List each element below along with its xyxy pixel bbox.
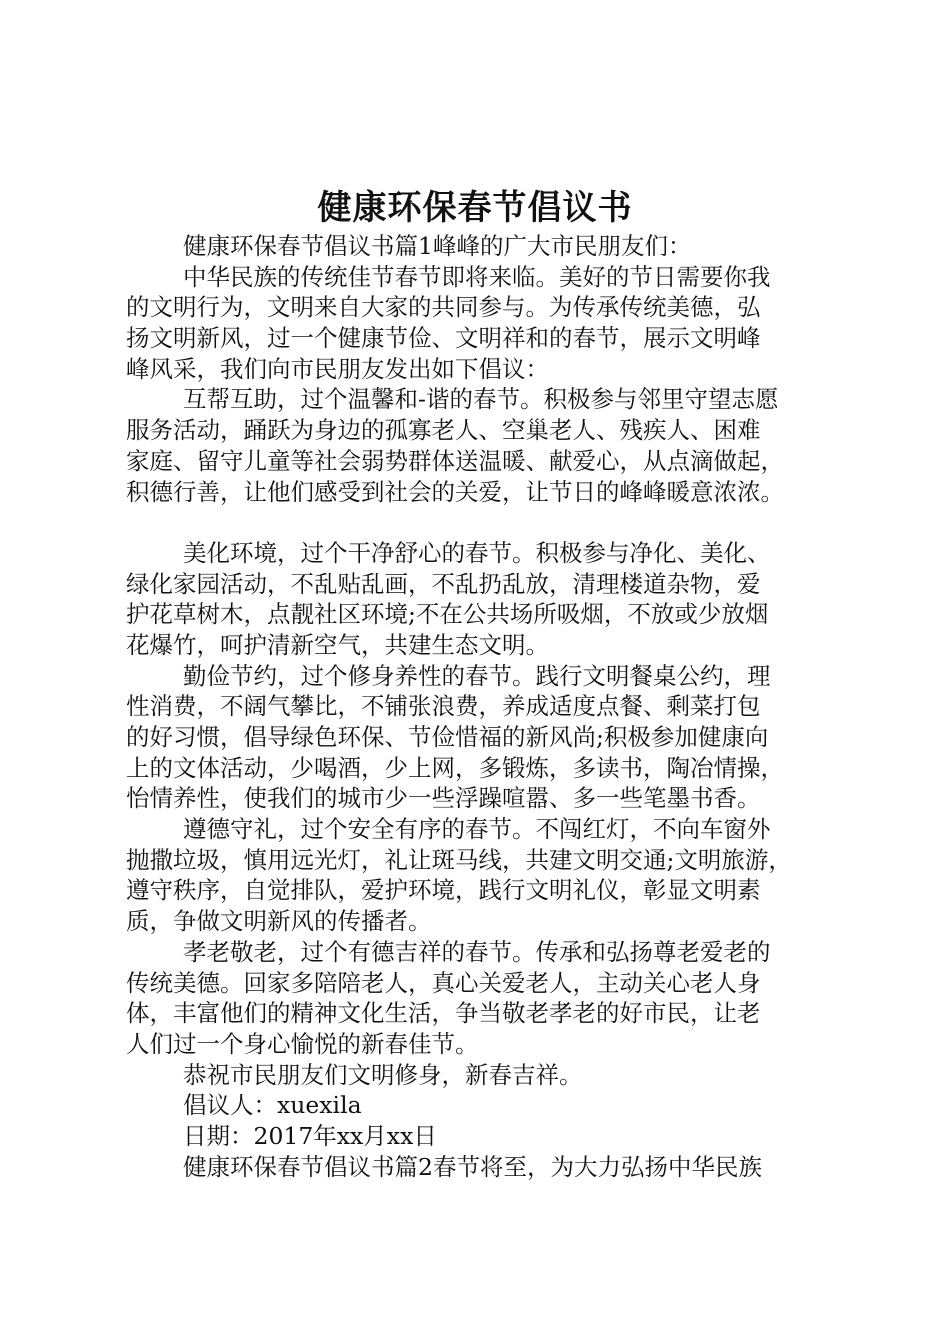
text-line: 健康环保春节倡议书篇1峰峰的广大市民朋友们： [183, 232, 692, 260]
text-line: 护花草树木，点靓社区环境;不在公共场所吸烟，不放或少放烟 [126, 600, 769, 629]
text-line: 性消费，不阔气攀比，不铺张浪费，养成适度点餐、剩菜打包 [126, 692, 761, 721]
text-line: 上的文体活动，少喝酒，少上网，多锻炼，多读书，陶冶情操， [126, 753, 784, 782]
text-line: 积德行善，让他们感受到社会的关爱，让节日的峰峰暖意浓浓。 [126, 477, 784, 506]
blank-line [126, 507, 856, 538]
text-line: 日期：2017年xx月xx日 [183, 1121, 437, 1150]
text-line: 家庭、留守儿童等社会弱势群体送温暖、献爱心，从点滴做起， [126, 446, 784, 475]
text-line: 遵守秩序，自觉排队，爱护环境，践行文明礼仪，彰显文明素 [126, 876, 761, 905]
document-body [126, 231, 856, 1182]
text-line: 的文明行为，文明来自大家的共同参与。为传承传统美德，弘 [126, 293, 761, 322]
text-line: 体，丰富他们的精神文化生活，争当敬老孝老的好市民，让老 [126, 999, 761, 1028]
text-line: 互帮互助，过个温馨和-谐的春节。积极参与邻里守望志愿 [183, 385, 779, 414]
text-line: 的好习惯，倡导绿色环保、节俭惜福的新风尚;积极参加健康向 [126, 723, 769, 751]
text-line: 抛撒垃圾，慎用远光灯，礼让斑马线，共建文明交通;文明旅游， [126, 845, 792, 874]
text-line: 中华民族的传统佳节春节即将来临。美好的节日需要你我 [183, 262, 771, 291]
text-line: 遵德守礼，过个安全有序的春节。不闯红灯，不向车窗外 [183, 815, 771, 844]
text-line: 绿化家园活动，不乱贴乱画，不乱扔乱放，清理楼道杂物，爱 [126, 569, 761, 598]
document-title: 健康环保春节倡议书 [317, 188, 633, 228]
text-line: 人们过一个身心愉悦的新春佳节。 [126, 1029, 479, 1058]
text-line: 传统美德。回家多陪陪老人，真心关爱老人，主动关心老人身 [126, 968, 761, 997]
text-line: 美化环境，过个干净舒心的春节。积极参与净化、美化、 [183, 538, 771, 567]
text-line: 勤俭节约，过个修身养性的春节。践行文明餐桌公约，理 [183, 661, 771, 690]
text-line: 花爆竹，呵护清新空气，共建生态文明。 [126, 630, 549, 659]
text-line: 峰风采，我们向市民朋友发出如下倡议： [126, 354, 549, 383]
text-line: 质，争做文明新风的传播者。 [126, 907, 432, 936]
text-line: 扬文明新风，过一个健康节俭、文明祥和的春节，展示文明峰 [126, 324, 761, 353]
text-line: 健康环保春节倡议书篇2春节将至，为大力弘扬中华民族 [183, 1152, 762, 1181]
text-line: 孝老敬老，过个有德吉祥的春节。传承和弘扬尊老爱老的 [183, 937, 771, 966]
text-line: 服务活动，踊跃为身边的孤寡老人、空巢老人、残疾人、困难 [126, 416, 761, 445]
text-line: 恭祝市民朋友们文明修身，新春吉祥。 [183, 1060, 583, 1089]
text-line: 倡议人：xuexila [183, 1091, 362, 1120]
text-line: 怡情养性，使我们的城市少一些浮躁喧嚣、多一些笔墨书香。 [126, 784, 761, 813]
